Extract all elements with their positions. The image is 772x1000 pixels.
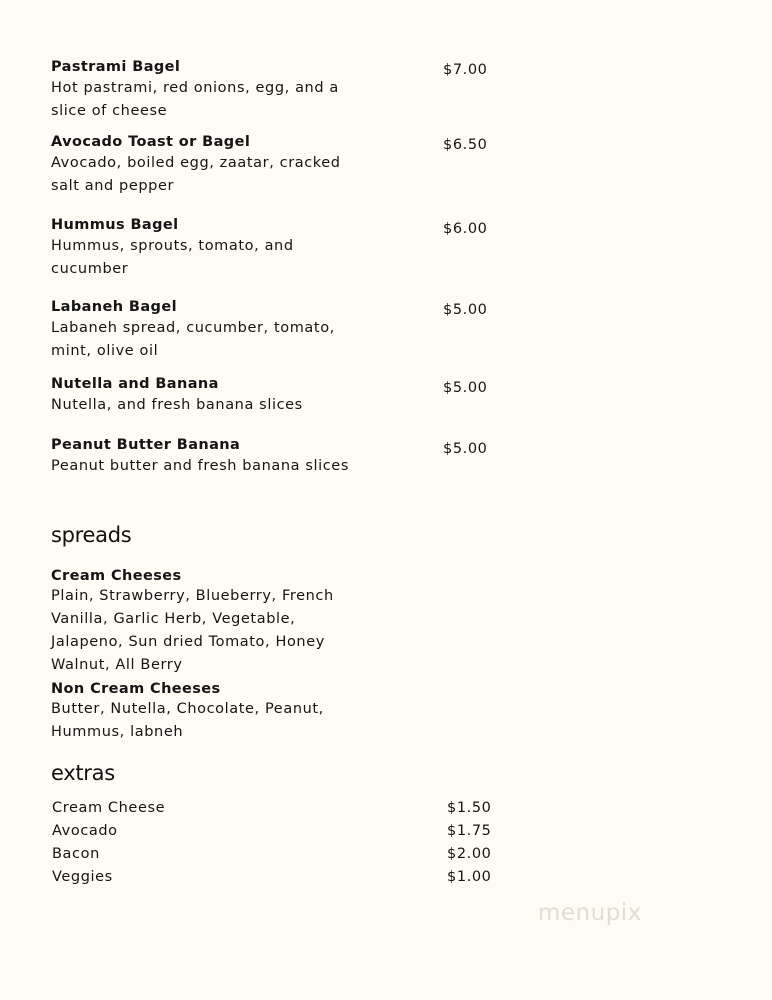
extra-price: $1.50 <box>447 800 492 816</box>
menu-item-hummus-bagel <box>51 215 351 281</box>
extra-name: Bacon <box>52 846 100 862</box>
menu-item-nutella-banana <box>51 374 351 417</box>
section-title-extras: extras <box>51 761 115 785</box>
extra-item <box>52 820 492 843</box>
item-description: Nutella, and fresh banana slices <box>51 397 303 413</box>
section-title-spreads: spreads <box>51 523 132 547</box>
item-name: Nutella and Banana <box>51 376 219 392</box>
spread-group-non-cream-cheeses <box>51 681 351 744</box>
item-name: Pastrami Bagel <box>51 59 181 75</box>
extra-name: Avocado <box>52 823 118 839</box>
item-price: $5.00 <box>443 441 488 457</box>
extra-price: $2.00 <box>447 846 492 862</box>
item-name: Hummus Bagel <box>51 217 179 233</box>
spread-group-cream-cheeses <box>51 568 351 677</box>
item-price: $5.00 <box>443 302 488 318</box>
item-description: Peanut butter and fresh banana slices <box>51 458 349 474</box>
spread-group-name: Non Cream Cheeses <box>51 681 221 697</box>
extra-item <box>52 843 492 866</box>
extra-item <box>52 866 492 889</box>
menu-item-peanut-butter-banana <box>51 435 351 478</box>
menu-item-labaneh-bagel <box>51 297 351 363</box>
extra-price: $1.75 <box>447 823 492 839</box>
spread-group-name: Cream Cheeses <box>51 568 182 584</box>
item-name: Labaneh Bagel <box>51 299 177 315</box>
spread-group-description: Butter, Nutella, Chocolate, Peanut, Hummus, labneh <box>51 701 324 740</box>
spread-group-description: Plain, Strawberry, Blueberry, French Vanilla, Garlic Herb, Vegetable, Jalapeno, Sun dried Tomato, Honey Walnut, All Berry <box>51 588 334 673</box>
extra-name: Cream Cheese <box>52 800 166 816</box>
item-price: $6.00 <box>443 221 488 237</box>
item-name: Avocado Toast or Bagel <box>51 134 251 150</box>
watermark-logo: menupix <box>538 900 642 926</box>
extra-name: Veggies <box>52 869 113 885</box>
item-description: Hummus, sprouts, tomato, and cucumber <box>51 238 294 277</box>
item-description: Avocado, boiled egg, zaatar, cracked salt and pepper <box>51 155 341 194</box>
item-price: $5.00 <box>443 380 488 396</box>
item-description: Hot pastrami, red onions, egg, and a slice of cheese <box>51 80 339 119</box>
menu-item-avocado-toast <box>51 132 351 198</box>
extra-item <box>52 797 492 820</box>
item-name: Peanut Butter Banana <box>51 437 241 453</box>
item-price: $7.00 <box>443 62 488 78</box>
item-description: Labaneh spread, cucumber, tomato, mint, olive oil <box>51 320 335 359</box>
item-price: $6.50 <box>443 137 488 153</box>
extra-price: $1.00 <box>447 869 492 885</box>
menu-item-pastrami-bagel <box>51 57 351 123</box>
